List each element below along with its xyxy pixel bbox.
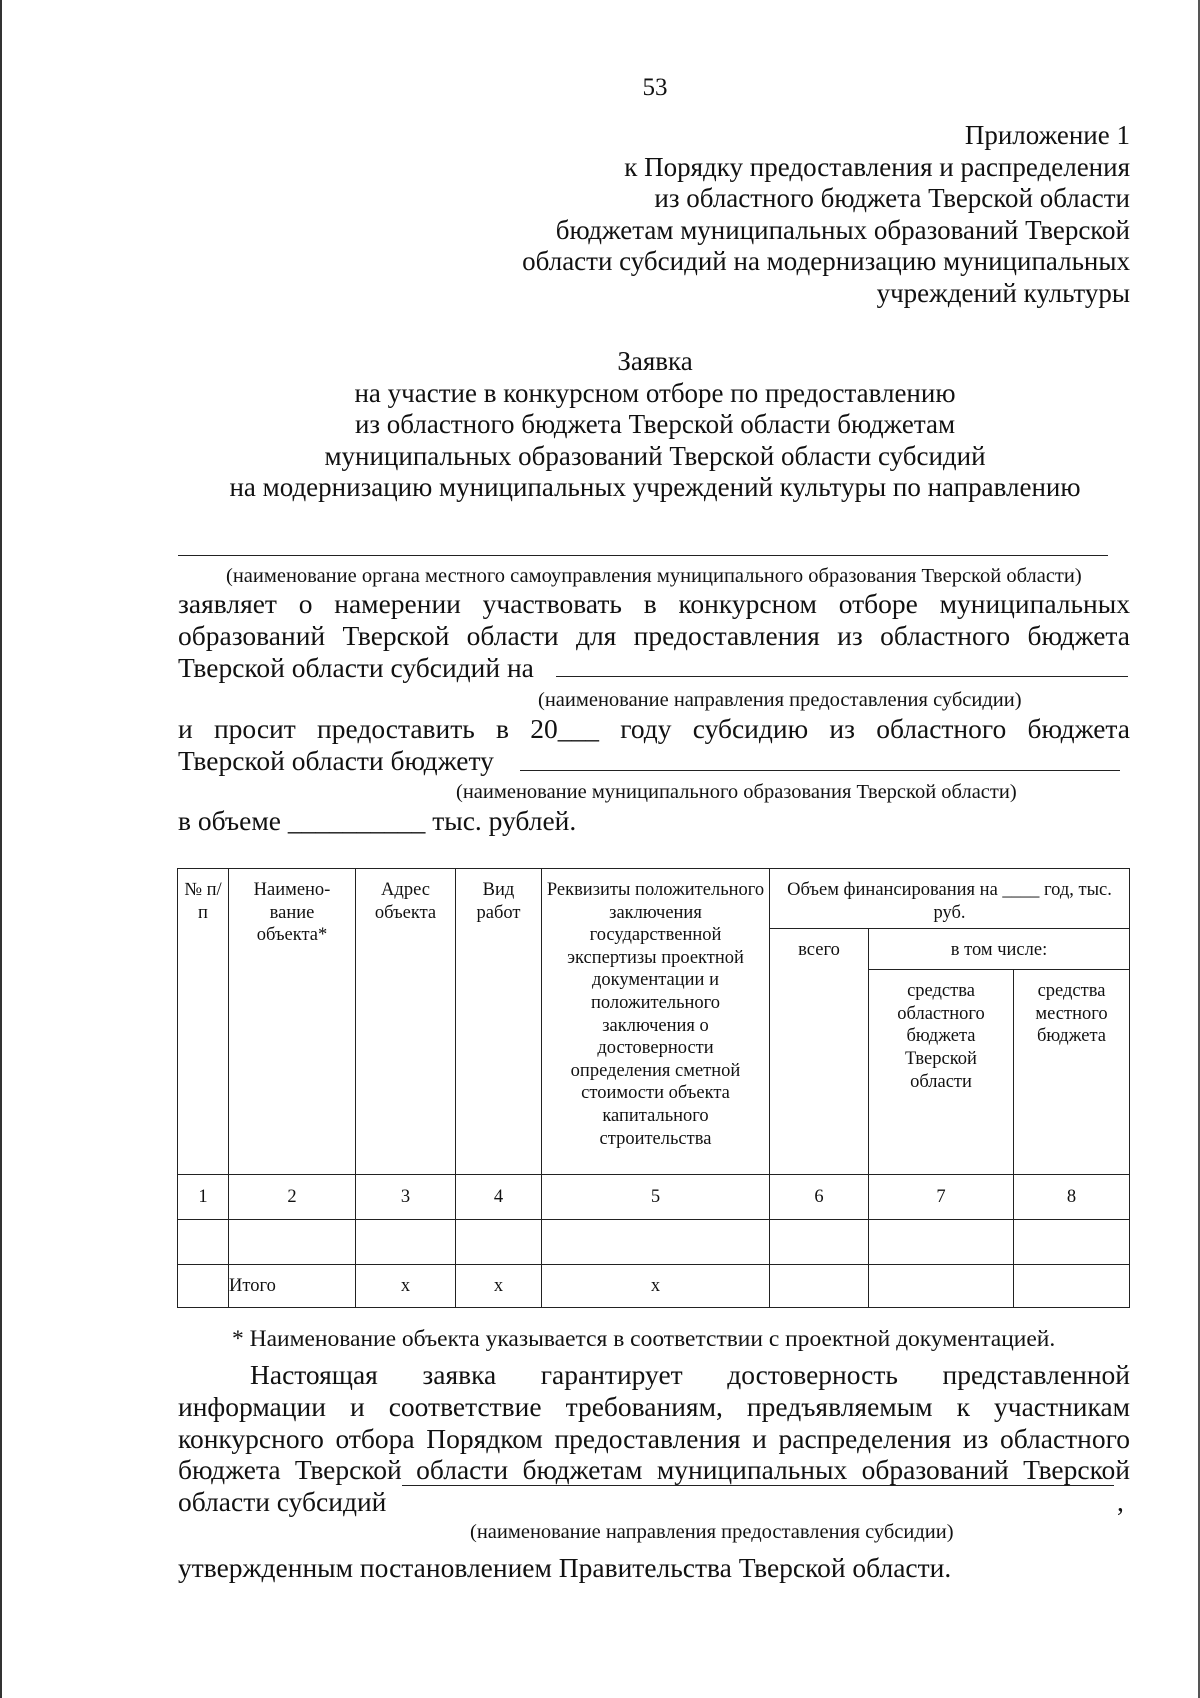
guarantee-line: конкурсного отбора Порядком предоставления и распределения из областного [178,1422,1130,1454]
volume-prefix: в объеме [178,805,281,836]
appendix-line: к Порядку предоставления и распределения [624,151,1130,182]
direction-caption-2: (наименование направления предоставления субсидии) [470,1521,954,1543]
declaration-line: образований Тверской области для предоставления из областного бюджета [178,619,1130,651]
guarantee-line: бюджета Тверской области бюджетам муниципальных образований Тверской [178,1454,1130,1486]
table-cell[interactable] [869,1220,1014,1265]
total-requisites: х [542,1265,770,1308]
table-cell[interactable] [178,1265,229,1308]
header-financing: Объем финансирования на ____ год, тыс. руб. [770,869,1130,929]
appendix-block [410,120,1130,309]
volume-blank[interactable]: __________ [287,805,426,836]
organ-name-fill-line[interactable] [178,555,1108,556]
column-number: 8 [1014,1175,1130,1220]
organ-name-caption: (наименование органа местного самоуправления муниципального образования Тверской области) [226,565,1082,587]
table-header-row [178,869,1130,929]
title-line: на модернизацию муниципальных учреждений культуры по направлению [229,472,1081,502]
declaration-line: заявляет о намерении участвовать в конкурсном отборе муниципальных [178,588,1130,619]
page-number: 53 [642,74,668,101]
table-cell[interactable] [542,1220,770,1265]
appendix-line: из областного бюджета Тверской области [654,183,1130,213]
header-including: в том числе: [869,929,1130,970]
table-cell[interactable] [356,1220,456,1265]
final-line: утвержденным постановлением Правительства Тверской области. [178,1552,952,1583]
table-cell[interactable] [770,1220,869,1265]
guarantee-paragraph [178,1359,1130,1518]
volume-line [178,805,1130,837]
municipality-fill-line[interactable] [520,770,1120,771]
table-cell[interactable] [869,1265,1014,1308]
total-address: х [356,1265,456,1308]
title-heading: Заявка [617,346,693,376]
table-cell[interactable] [770,1265,869,1308]
application-title [180,346,1130,504]
column-number: 3 [356,1175,456,1220]
column-number: 2 [229,1175,356,1220]
appendix-line: учреждений культуры [876,277,1130,308]
table-cell[interactable] [1014,1220,1130,1265]
appendix-line: Приложение 1 [964,120,1130,150]
table-row [178,1220,1130,1265]
guarantee-line [178,1486,1130,1518]
appendix-line: бюджетам муниципальных образований Тверской [555,214,1130,245]
header-local-budget: средства местного бюджета [1014,970,1130,1175]
header-object-name: Наимено-вание объекта* [229,869,356,1175]
column-number: 6 [770,1175,869,1220]
direction-caption: (наименование направления предоставления субсидии) [538,689,1022,711]
request-line: и просит предоставить в 20___ году субсидию из областного бюджета [178,713,1130,744]
header-address: Адрес объекта [356,869,456,1175]
direction-fill-line[interactable] [556,676,1128,677]
total-works: х [456,1265,542,1308]
declaration-line: Тверской области субсидий на [178,651,534,683]
header-total: всего [770,929,869,1175]
header-regional-budget: средства областного бюджета Тверской области [869,970,1014,1175]
guarantee-line-end: , [1117,1486,1124,1518]
guarantee-line-text: области субсидий [178,1486,387,1518]
title-line: на участие в конкурсном отборе по предоставлению [354,377,956,408]
scan-edge-left [0,0,2,1698]
declaration-paragraph [178,588,1130,683]
guarantee-line: Настоящая заявка гарантирует достоверность представленной [250,1359,1130,1390]
header-works: Вид работ [456,869,542,1175]
title-line: из областного бюджета Тверской области бюджетам [354,409,956,439]
total-row [178,1265,1130,1308]
column-number: 5 [542,1175,770,1220]
header-requisites: Реквизиты положительного заключения государственной экспертизы проектной документации и положительного заключения о достоверности определения сметной стоимости объекта капитального строительства [542,869,770,1175]
footnote: * Наименование объекта указывается в соответствии с проектной документацией. [232,1326,1056,1352]
column-number: 1 [178,1175,229,1220]
header-num: № п/п [178,869,229,1175]
volume-suffix: тыс. рублей. [432,805,577,836]
request-paragraph [178,713,1130,777]
title-line: муниципальных образований Тверской области субсидий [324,440,986,471]
column-number: 4 [456,1175,542,1220]
column-number: 7 [869,1175,1014,1220]
direction-fill-line-2[interactable] [402,1485,1114,1486]
table-cell[interactable] [229,1220,356,1265]
request-line: Тверской области бюджету [178,744,494,776]
municipality-caption: (наименование муниципального образования Тверской области) [456,781,1017,803]
column-number-row [178,1175,1130,1220]
guarantee-line: информации и соответствие требованиям, предъявляемым к участникам [178,1390,1130,1422]
table-cell[interactable] [178,1220,229,1265]
appendix-line: области субсидий на модернизацию муниципальных [522,246,1130,276]
total-label: Итого [229,1265,356,1308]
table-cell[interactable] [456,1220,542,1265]
table-cell[interactable] [1014,1265,1130,1308]
application-table [177,868,1130,1308]
